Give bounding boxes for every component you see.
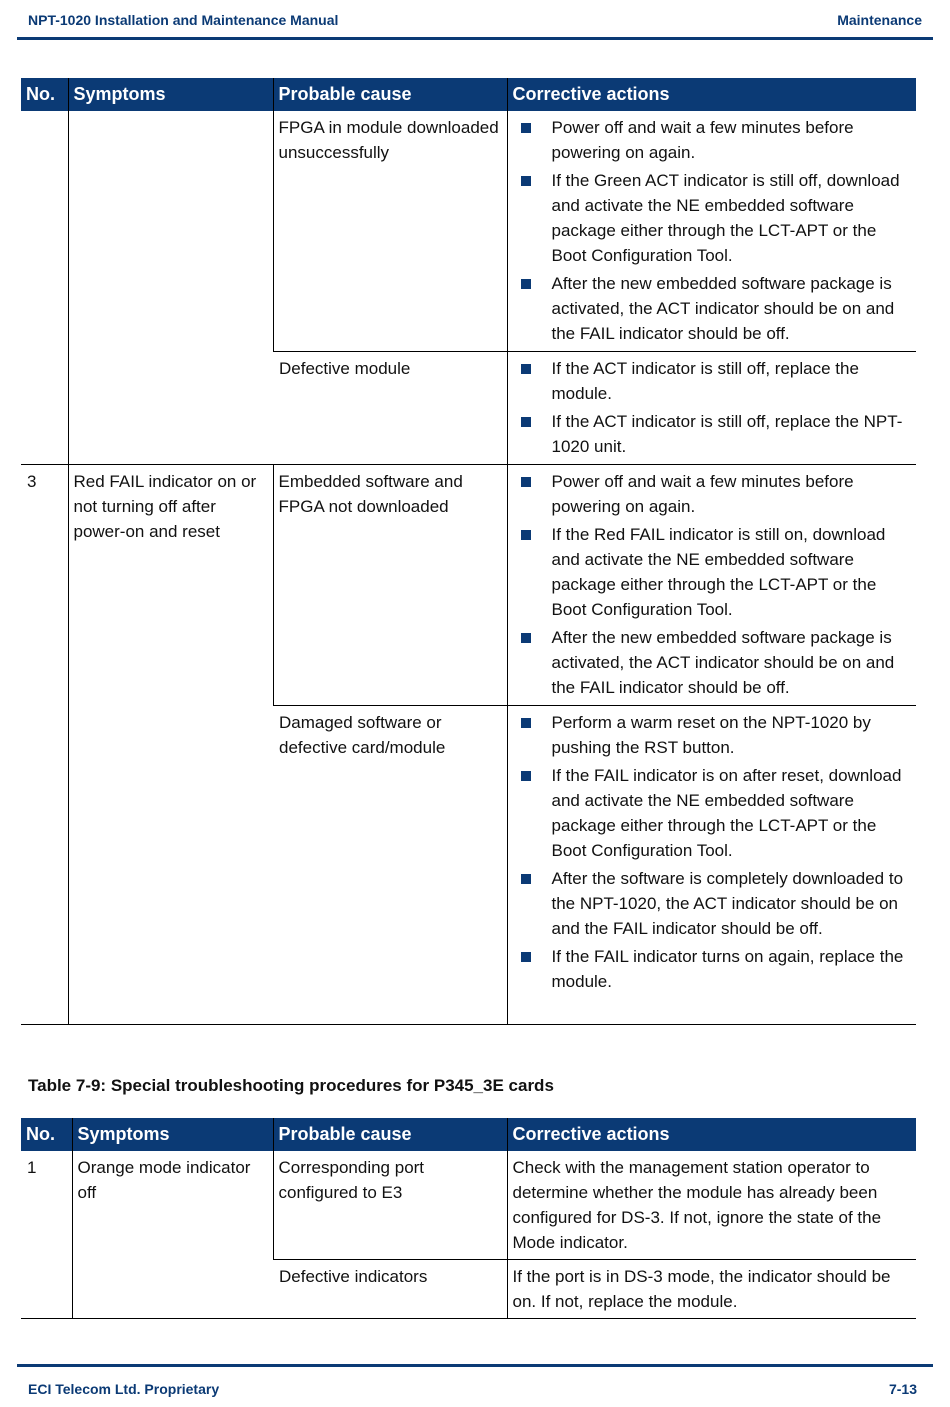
- action-item: Power off and wait a few minutes before powering on again.: [513, 115, 912, 165]
- troubleshooting-table: [21, 78, 916, 1025]
- col-actions: Corrective actions: [507, 78, 916, 111]
- action-item: If the Green ACT indicator is still off, download and activate the NE embedded software package either through the LCT-APT or the Boot Configuration Tool.: [513, 168, 912, 268]
- p345-troubleshooting-table: [21, 1118, 916, 1319]
- action-item: Power off and wait a few minutes before powering on again.: [513, 469, 912, 519]
- symptom-cell: Red FAIL indicator on or not turning off after power-on and reset: [68, 465, 273, 1025]
- actions-cell: [507, 706, 916, 1025]
- actions-cell: [507, 352, 916, 465]
- row-number: [21, 111, 68, 465]
- actions-list: [513, 469, 912, 700]
- actions-cell: [507, 111, 916, 352]
- action-item: If the ACT indicator is still off, replace the module.: [513, 356, 912, 406]
- cause-cell: Defective module: [273, 352, 507, 465]
- table-header-row: [21, 1118, 916, 1151]
- actions-list: [513, 356, 912, 459]
- col-no: No.: [21, 78, 68, 111]
- action-cell: If the port is in DS-3 mode, the indicator should be on. If not, replace the module.: [507, 1259, 916, 1318]
- symptom-cell: [68, 111, 273, 465]
- cause-cell: Embedded software and FPGA not downloaded: [273, 465, 507, 706]
- action-item: After the new embedded software package is activated, the ACT indicator should be on and the FAIL indicator should be off.: [513, 625, 912, 700]
- col-cause: Probable cause: [273, 1118, 507, 1151]
- cause-cell: Damaged software or defective card/module: [273, 706, 507, 1025]
- actions-list: [513, 115, 912, 346]
- symptom-cell: Orange mode indicator off: [72, 1151, 273, 1318]
- col-symptoms: Symptoms: [72, 1118, 273, 1151]
- company-name: ECI Telecom Ltd. Proprietary: [28, 1381, 220, 1397]
- action-item: After the new embedded software package is activated, the ACT indicator should be on and the FAIL indicator should be off.: [513, 271, 912, 346]
- section-name: Maintenance: [837, 12, 922, 28]
- table-row: [21, 465, 916, 706]
- row-number: 3: [21, 465, 68, 1025]
- cause-cell: Corresponding port configured to E3: [273, 1151, 507, 1259]
- action-item: If the FAIL indicator is on after reset, download and activate the NE embedded software package either through the LCT-APT or the Boot Configuration Tool.: [513, 763, 912, 863]
- col-symptoms: Symptoms: [68, 78, 273, 111]
- col-no: No.: [21, 1118, 72, 1151]
- page-number: 7-13: [888, 1381, 917, 1397]
- table-row: [21, 1151, 916, 1259]
- actions-list: [513, 710, 912, 994]
- table-row: [21, 111, 916, 352]
- col-cause: Probable cause: [273, 78, 507, 111]
- action-item: If the FAIL indicator turns on again, replace the module.: [513, 944, 912, 994]
- page-header: [28, 12, 922, 28]
- footer-rule: [17, 1364, 933, 1367]
- col-actions: Corrective actions: [507, 1118, 916, 1151]
- row-number: 1: [21, 1151, 72, 1318]
- action-item: If the Red FAIL indicator is still on, download and activate the NE embedded software package either through the LCT-APT or the Boot Configuration Tool.: [513, 522, 912, 622]
- manual-title: NPT-1020 Installation and Maintenance Manual: [28, 12, 339, 28]
- action-item: After the software is completely downloaded to the NPT-1020, the ACT indicator should be on and the FAIL indicator should be off.: [513, 866, 912, 941]
- cause-cell: FPGA in module downloaded unsuccessfully: [273, 111, 507, 352]
- actions-cell: [507, 465, 916, 706]
- page-footer: [28, 1381, 917, 1397]
- header-rule: [17, 37, 933, 40]
- cause-cell: Defective indicators: [273, 1259, 507, 1318]
- action-cell: Check with the management station operator to determine whether the module has already been configured for DS-3. If not, ignore the state of the Mode indicator.: [507, 1151, 916, 1259]
- action-item: Perform a warm reset on the NPT-1020 by pushing the RST button.: [513, 710, 912, 760]
- table-header-row: [21, 78, 916, 111]
- action-item: If the ACT indicator is still off, replace the NPT-1020 unit.: [513, 409, 912, 459]
- table-caption: Table 7-9: Special troubleshooting procedures for P345_3E cards: [28, 1076, 554, 1095]
